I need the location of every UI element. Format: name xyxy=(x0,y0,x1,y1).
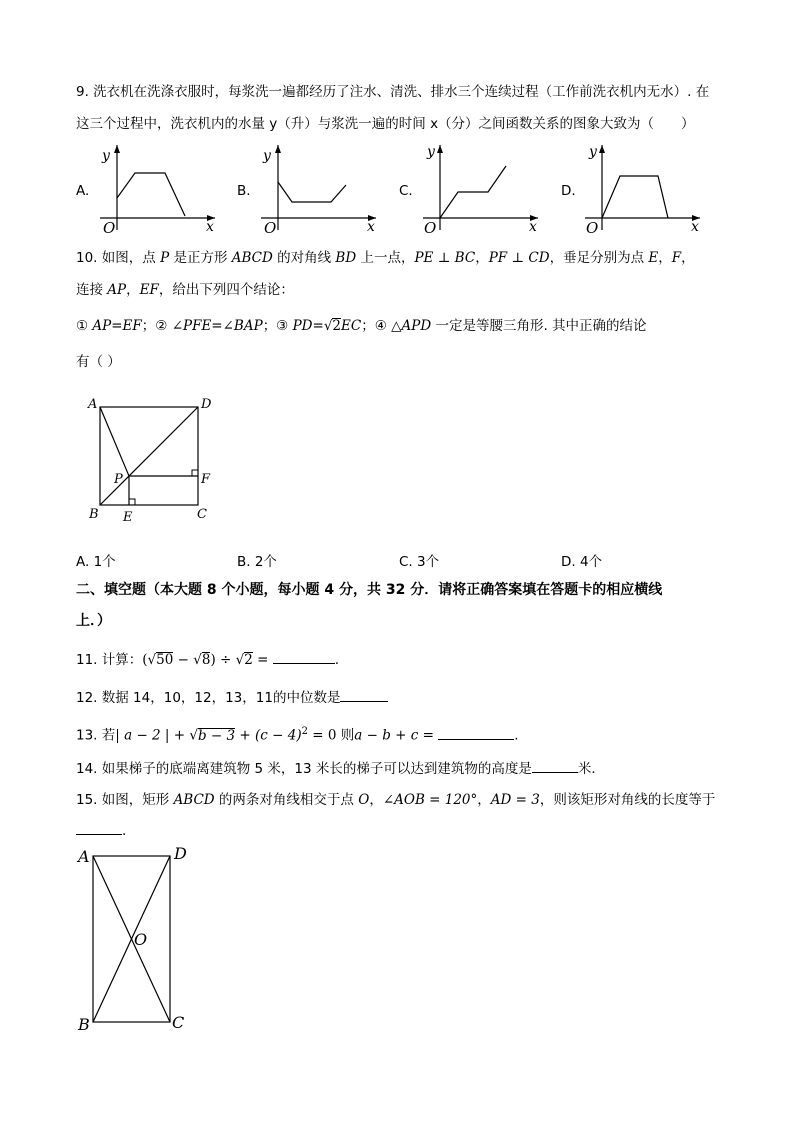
q9-c-origin: O xyxy=(424,219,437,237)
q12: 12. 数据 14，10，12，13，11的中位数是 xyxy=(76,687,388,708)
q11-answer-blank[interactable] xyxy=(273,649,335,664)
q10-label-d: D xyxy=(201,397,212,412)
q10-label-f: F xyxy=(201,472,211,487)
q10-label-e: E xyxy=(123,510,133,525)
q15-line2: . xyxy=(76,820,126,841)
q9-option-a-label: A. xyxy=(76,183,90,199)
q15-label-d: D xyxy=(174,844,187,863)
q9-line1: 9. 洗衣机在洗涤衣服时，每浆洗一遍都经历了注水、清洗、排水三个连续过程（工作前洗衣机内无水）. 在 xyxy=(76,84,710,100)
q9-graph-c xyxy=(418,140,548,235)
q15-label-a: A xyxy=(78,847,90,866)
q9-graph-d xyxy=(580,140,710,235)
q10-conclusions: ① AP=EF；② ∠PFE=∠BAP；③ PD=√2EC；④ △APD 一定是等腰三角形. 其中正确的结论 xyxy=(76,318,647,334)
q9-graph-a xyxy=(95,140,225,235)
q9-b-x-label: x xyxy=(367,219,375,235)
q14: 14. 如果梯子的底端离建筑物 5 米，13 米长的梯子可以达到建筑物的高度是 米． xyxy=(76,758,605,779)
q10-option-a: A. 1个 xyxy=(76,554,116,570)
q9-graph-b xyxy=(256,140,386,235)
q10-label-p: P xyxy=(114,472,123,487)
q10-option-c: C. 3个 xyxy=(399,554,440,570)
q10-line1: 10. 如图，点 P 是正方形 ABCD 的对角线 BD 上一点，PE ⊥ BC，PF ⊥ CD，垂足分别为点 E，F， xyxy=(76,250,695,266)
q10-line4: 有（ ） xyxy=(76,354,121,370)
q15-label-o: O xyxy=(134,930,148,949)
q9-b-y-label: y xyxy=(263,148,271,164)
q10-label-b: B xyxy=(89,507,99,522)
section2-heading-line1: 二、填空题（本大题 8 个小题，每小题 4 分，共 32 分．请将正确答案填在答题卡的相应横线 xyxy=(76,582,663,598)
q9-a-origin: O xyxy=(103,219,116,237)
q10-option-d: D. 4个 xyxy=(561,554,603,570)
q9-d-y-label: y xyxy=(589,144,597,160)
q9-c-y-label: y xyxy=(427,144,435,160)
q10-label-a: A xyxy=(88,397,98,412)
q10-line2: 连接 AP，EF，给出下列四个结论： xyxy=(76,282,294,298)
q13: 13. 若| a − 2 | + $√b - 3 + (c - 4)^2 = 0$ 则a − b + c = . xyxy=(76,726,519,744)
q13-answer-blank[interactable] xyxy=(438,725,514,740)
q15-line1: 15. 如图，矩形 ABCD 的两条对角线相交于点 O，∠AOB = 120°，AD = 3，则该矩形对角线的长度等于 xyxy=(76,792,716,808)
q9-b-origin: O xyxy=(264,219,277,237)
q10-label-c: C xyxy=(197,507,207,522)
q9-option-b-label: B. xyxy=(237,183,251,199)
section2-heading-line2: 上．） xyxy=(76,613,111,629)
q9-d-origin: O xyxy=(586,219,599,237)
q9-option-c-label: C. xyxy=(399,183,413,199)
q11: 11. 计算：(√50 − √8) ÷ √2 = . xyxy=(76,649,339,670)
q9-line2: 这三个过程中，洗衣机内的水量 y（升）与浆洗一遍的时间 x（分）之间函数关系的图象大致为（ ） xyxy=(76,116,695,132)
q15-label-c: C xyxy=(172,1013,185,1032)
q12-answer-blank[interactable] xyxy=(340,687,388,702)
q14-answer-blank[interactable] xyxy=(532,758,578,773)
q10-option-b: B. 2个 xyxy=(237,554,277,570)
q15-answer-blank[interactable] xyxy=(76,820,122,835)
q9-d-x-label: x xyxy=(691,219,699,235)
q9-option-d-label: D. xyxy=(561,183,576,199)
q9-c-x-label: x xyxy=(529,219,537,235)
q10-square-figure xyxy=(85,395,225,530)
q9-a-x-label: x xyxy=(206,219,214,235)
q15-rectangle-figure xyxy=(76,842,206,1037)
q9-a-y-label: y xyxy=(102,148,110,164)
q15-label-b: B xyxy=(78,1015,90,1034)
